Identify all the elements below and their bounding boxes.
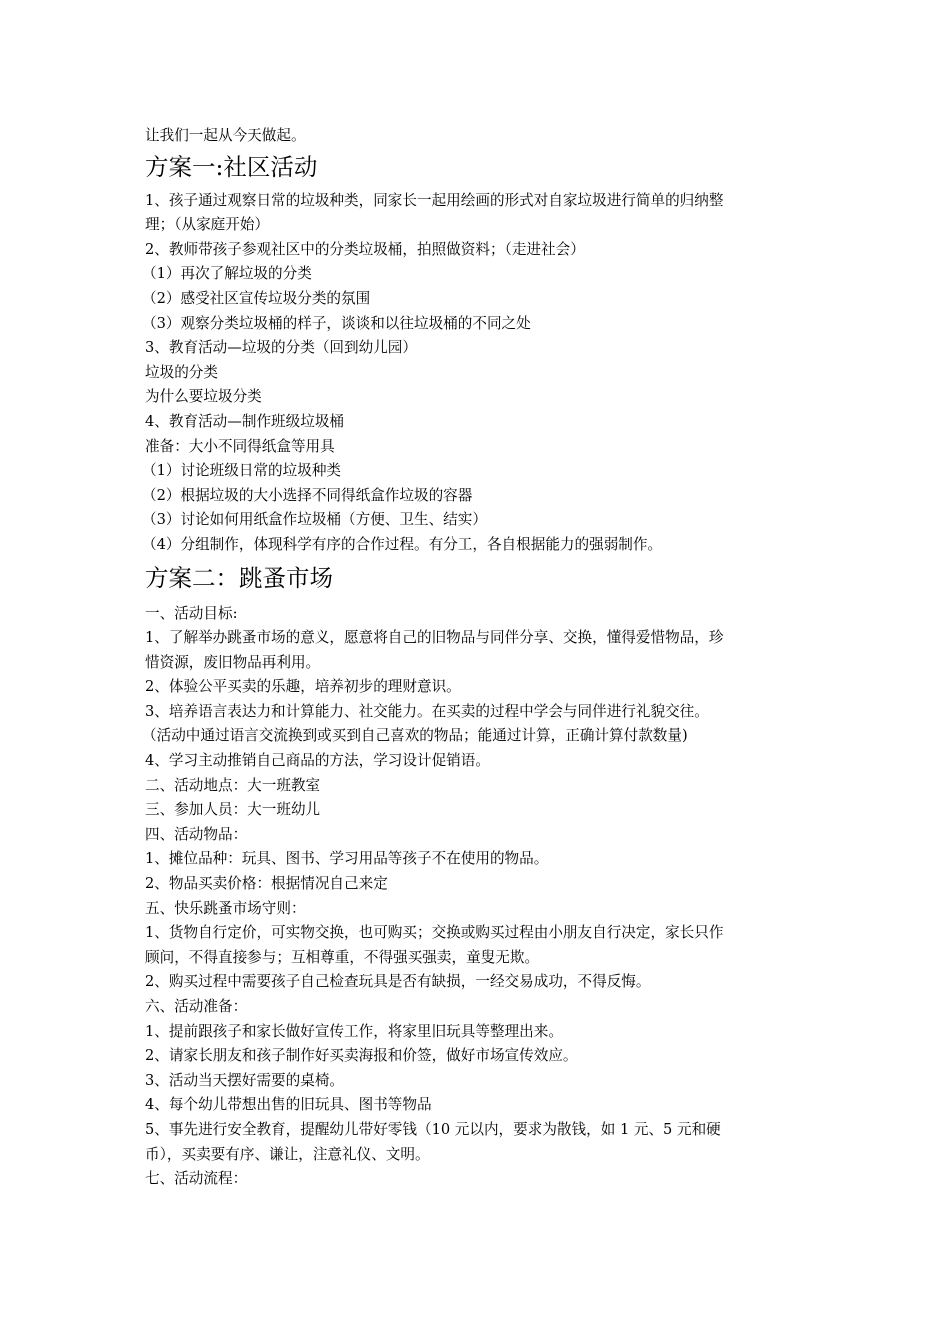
body-line: 4、学习主动推销自己商品的方法，学习设计促销语。 (145, 752, 490, 770)
body-line: （3）讨论如何用纸盒作垃圾桶（方便、卫生、结实） (142, 511, 487, 529)
body-line: 2、物品买卖价格：根据情况自己来定 (145, 875, 388, 893)
body-line: （2）感受社区宣传垃圾分类的氛围 (142, 289, 371, 307)
intro-line: 让我们一起从今天做起。 (145, 127, 306, 144)
body-line: 为什么要垃圾分类 (145, 388, 262, 406)
body-line: （1）讨论班级日常的垃圾种类 (142, 462, 342, 480)
body-line: 五、快乐跳蚤市场守则： (145, 899, 306, 917)
body-line: （活动中通过语言交流换到或买到自己喜欢的物品；能通过计算，正确计算付款数量) (142, 727, 688, 745)
body-line: 2、请家长朋友和孩子制作好买卖海报和价签，做好市场宣传效应。 (145, 1047, 578, 1065)
body-line: 1、货物自行定价，可实物交换，也可购买；交换或购买过程由小朋友自行决定，家长只作 (145, 924, 724, 942)
body-line: 六、活动准备： (145, 998, 248, 1015)
body-line: 七、活动流程： (145, 1170, 248, 1188)
plan2-heading: 方案二：跳蚤市场 (145, 563, 333, 592)
body-line: 一、活动目标: (145, 604, 238, 622)
body-line: 4、每个幼儿带想出售的旧玩具、图书等物品 (145, 1096, 432, 1114)
body-line: （2）根据垃圾的大小选择不同得纸盒作垃圾的容器 (142, 486, 473, 504)
body-line: 1、孩子通过观察日常的垃圾种类，同家长一起用绘画的形式对自家垃圾进行简单的归纳整 (145, 191, 724, 209)
body-line: 币），买卖要有序、谦让，注意礼仪、文明。 (145, 1145, 430, 1163)
body-line: 惜资源，废旧物品再利用。 (145, 653, 321, 671)
body-line: 1、了解举办跳蚤市场的意义，愿意将自己的旧物品与同伴分享、交换，懂得爱惜物品，珍 (145, 629, 724, 647)
body-line: 2、体验公平买卖的乐趣，培养初步的理财意识。 (145, 678, 461, 696)
plan1-body (142, 189, 825, 558)
body-line: 四、活动物品： (145, 825, 248, 843)
body-line: 3、培养语言表达力和计算能力、社交能力。在买卖的过程中学会与同伴进行礼貌交往。 (145, 702, 709, 720)
body-line: 3、活动当天摆好需要的桌椅。 (145, 1071, 345, 1089)
body-line: （4）分组制作，体现科学有序的合作过程。有分工，各自根据能力的强弱制作。 (142, 535, 663, 553)
body-line: 二、活动地点：大一班教室 (145, 776, 321, 794)
body-line: 垃圾的分类 (145, 363, 218, 381)
body-line: 2、教师带孩子参观社区中的分类垃圾桶，拍照做资料；（走进社会） (145, 240, 585, 258)
body-line: 1、提前跟孩子和家长做好宣传工作，将家里旧玩具等整理出来。 (145, 1022, 563, 1040)
body-line: 准备：大小不同得纸盒等用具 (145, 437, 335, 455)
body-line: 三、参加人员：大一班幼儿 (145, 801, 321, 819)
body-line: （3）观察分类垃圾桶的样子，谈谈和以往垃圾桶的不同之处 (142, 314, 531, 332)
body-line: 4、教育活动—制作班级垃圾桶 (145, 412, 345, 430)
body-line: 2、购买过程中需要孩子自己检查玩具是否有缺损，一经交易成功，不得反悔。 (145, 973, 651, 991)
body-line: 理；（从家庭开始） (145, 216, 270, 234)
body-line: 3、教育活动—垃圾的分类（回到幼儿园） (145, 339, 417, 357)
body-line: 顾问，不得直接参与；互相尊重，不得强买强卖，童叟无欺。 (145, 948, 540, 966)
body-line: （1）再次了解垃圾的分类 (142, 265, 312, 283)
document-page (142, 124, 825, 1192)
body-line: 1、摊位品种：玩具、图书、学习用品等孩子不在使用的物品。 (145, 850, 549, 868)
plan2-body (142, 602, 825, 1192)
plan1-heading: 方案一:社区活动 (145, 152, 318, 181)
body-line: 5、事先进行安全教育，提醒幼儿带好零钱（10 元以内，要求为散钱，如 1 元、5 元和硬 (145, 1120, 721, 1138)
